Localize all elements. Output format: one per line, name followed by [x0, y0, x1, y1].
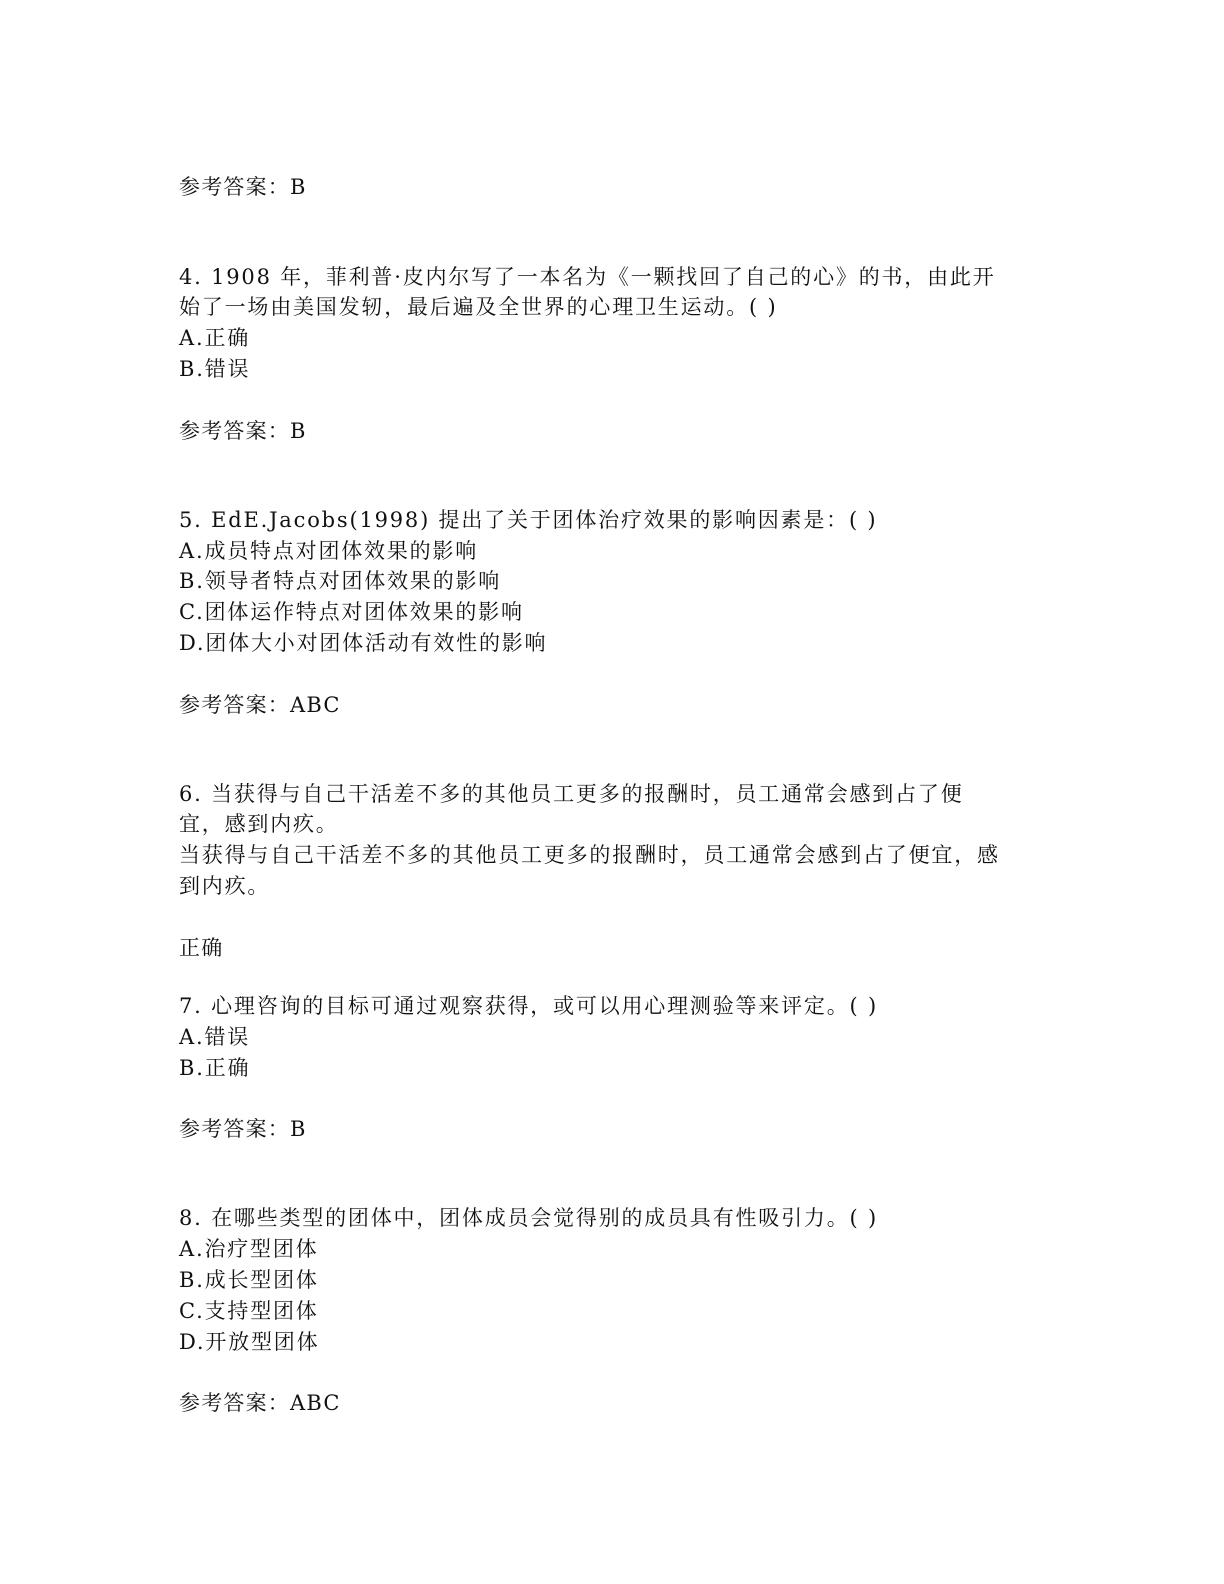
q6-stem-line-2: 宜，感到内疚。 [179, 812, 339, 836]
q7-option-a: A.错误 [179, 1025, 251, 1049]
q5-stem: 5. EdE.Jacobs(1998) 提出了关于团体治疗效果的影响因素是：( ) [179, 508, 878, 532]
q8-option-c: C.支持型团体 [179, 1299, 319, 1323]
q4-option-b: B.错误 [179, 357, 251, 381]
q4-option-a: A.正确 [179, 326, 251, 350]
answer-q6: 正确 [179, 936, 224, 960]
q8-option-a: A.治疗型团体 [179, 1237, 319, 1261]
q5-option-d: D.团体大小对团体活动有效性的影响 [179, 631, 548, 655]
q5-option-b: B.领导者特点对团体效果的影响 [179, 569, 502, 593]
q8-option-d: D.开放型团体 [179, 1330, 320, 1354]
answer-q3: 参考答案：B [179, 175, 307, 199]
q6-repeat-line-1: 当获得与自己干活差不多的其他员工更多的报酬时，员工通常会感到占了便宜，感 [179, 843, 1000, 867]
q8-stem: 8. 在哪些类型的团体中，团体成员会觉得别的成员具有性吸引力。( ) [179, 1206, 878, 1230]
q6-stem-line-1: 6. 当获得与自己干活差不多的其他员工更多的报酬时，员工通常会感到占了便 [179, 782, 964, 806]
q5-option-c: C.团体运作特点对团体效果的影响 [179, 600, 524, 624]
q4-stem-line-1: 4. 1908 年，菲利普·皮内尔写了一本名为《一颗找回了自己的心》的书，由此开 [179, 265, 996, 289]
q7-stem: 7. 心理咨询的目标可通过观察获得，或可以用心理测验等来评定。( ) [179, 994, 878, 1018]
answer-q7: 参考答案：B [179, 1117, 307, 1141]
answer-q4: 参考答案：B [179, 419, 307, 443]
q5-option-a: A.成员特点对团体效果的影响 [179, 539, 479, 563]
q8-option-b: B.成长型团体 [179, 1268, 319, 1292]
answer-q8: 参考答案：ABC [179, 1391, 341, 1415]
answer-q5: 参考答案：ABC [179, 693, 341, 717]
q4-stem-line-2: 始了一场由美国发轫，最后遍及全世界的心理卫生运动。( ) [179, 295, 778, 319]
q7-option-b: B.正确 [179, 1056, 251, 1080]
q6-repeat-line-2: 到内疚。 [179, 874, 271, 898]
